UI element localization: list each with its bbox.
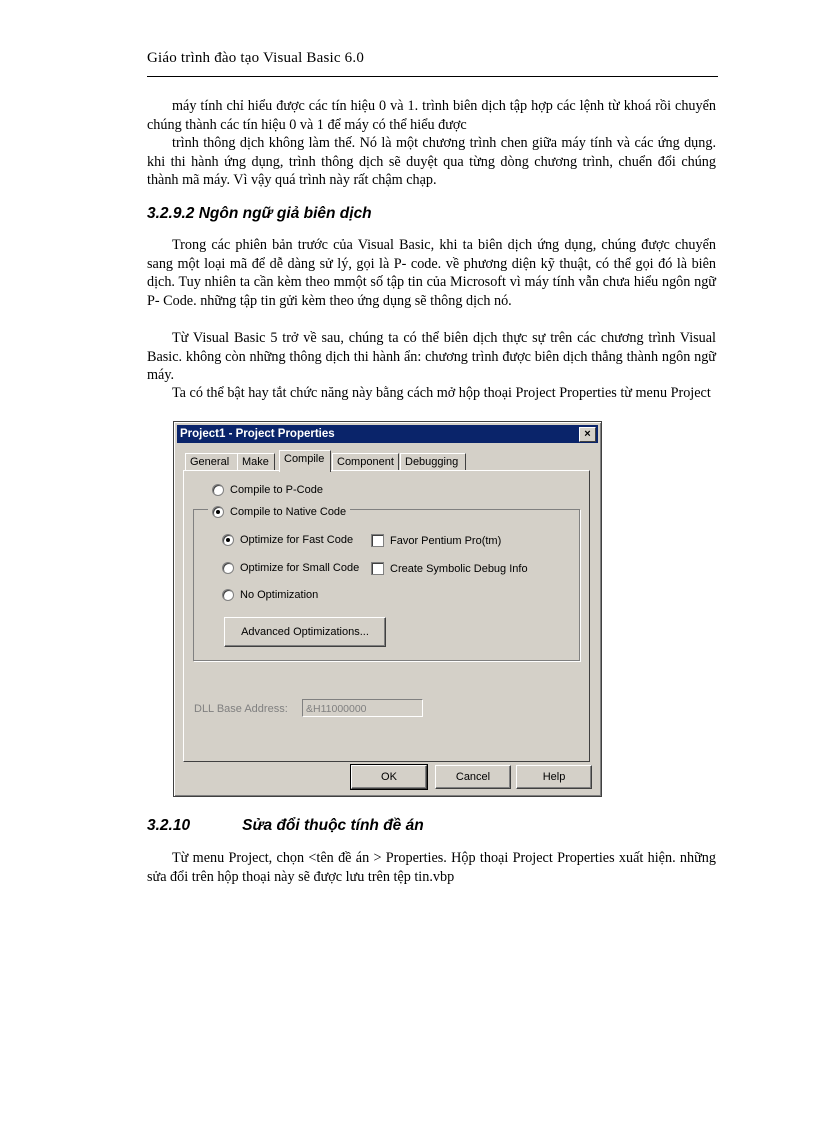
compile-native-radio[interactable] [208,506,350,518]
favor-pentium-checkbox[interactable] [371,534,501,547]
symbolic-debug-checkbox[interactable] [371,562,528,575]
paragraph-4 [147,329,716,385]
radio-off-icon [222,562,234,574]
dialog-title: Project1 - Project Properties [180,428,335,440]
radio-on-icon [222,534,234,546]
ok-button[interactable]: OK [351,765,427,789]
dll-base-address-input[interactable]: &H11000000 [302,699,423,717]
tab-debugging[interactable]: Debugging [400,453,466,471]
optimize-small-label: Optimize for Small Code [240,562,360,574]
tab-general[interactable]: General [185,453,238,471]
paragraph-3-text: Trong các phiên bản trước của Visual Basic, khi ta biên dịch ứng dụng, chúng được chuyển sang một loại mã để dễ dàng sử lý, gọi là P- code. về phương diện kỹ thuật, có thể gọi đó là biên dịch. Tuy nhiên ta cần kèm theo mmột số tập tin của Microsoft vì máy tính vẫn chưa hiểu ngôn ngữ P- Code. những tập tin gửi kèm theo ứng dụng sẽ thông dịch nó. [147,237,716,309]
checkbox-icon [371,562,384,575]
paragraph-5-text: Ta có thể bật hay tắt chức năng này bằng cách mở hộp thoại Project Properties từ menu Project [172,385,711,401]
paragraph-2 [147,134,716,190]
tab-component[interactable]: Component [332,453,399,471]
paragraph-1 [147,97,716,134]
checkbox-icon [371,534,384,547]
compile-native-label: Compile to Native Code [230,506,347,518]
radio-off-icon [212,484,224,496]
paragraph-6 [147,849,716,886]
page-header: Giáo trình đào tạo Visual Basic 6.0 [147,50,365,66]
dialog-titlebar [177,425,598,443]
heading-3-2-10 [147,817,424,835]
tab-make[interactable]: Make [237,453,275,471]
tab-compile[interactable]: Compile [279,450,331,472]
no-optimization-radio[interactable] [222,589,318,601]
optimize-small-radio[interactable] [222,562,359,574]
project-properties-dialog [173,421,602,797]
heading-number: 3.2.10 [147,817,191,834]
compile-pcode-radio[interactable] [212,484,323,496]
paragraph-2-text: trình thông dịch không làm thế. Nó là một chương trình chen giữa máy tính và các ứng dụng. khi thi hành ứng dụng, trình thông dịch sẽ duyệt qua từng dòng chương trình, chuển đổi chúng thành mã máy. Vì vậy quá trình này rất chậm chạp. [147,135,716,188]
heading-text: Sửa đổi thuộc tính đề án [242,817,424,834]
advanced-optimizations-button[interactable]: Advanced Optimizations... [224,617,386,647]
close-icon[interactable]: × [579,427,596,442]
help-button[interactable]: Help [516,765,592,789]
paragraph-4-text: Từ Visual Basic 5 trở về sau, chúng ta có thể biên dịch thực sự trên các chương trình Visual Basic. không còn những thông dịch thi hành ẩn: chương trình được biên dịch thẳng thành ngôn ngữ máy. [147,330,716,383]
radio-off-icon [222,589,234,601]
radio-on-icon [212,506,224,518]
paragraph-6-text: Từ menu Project, chọn <tên đề án > Properties. Hộp thoại Project Properties xuất hiện. những sửa đổi trên hộp thoại này sẽ được lưu trên tệp tin.vbp [147,850,716,885]
cancel-button[interactable]: Cancel [435,765,511,789]
symbolic-debug-label: Create Symbolic Debug Info [390,562,528,575]
optimize-fast-label: Optimize for Fast Code [240,534,354,546]
favor-pentium-label: Favor Pentium Pro(tm) [390,534,502,547]
heading-3-2-9-2: 3.2.9.2 Ngôn ngữ giả biên dịch [147,205,372,222]
paragraph-5 [147,384,716,403]
paragraph-3 [147,236,716,310]
dll-base-address-label: DLL Base Address: [194,703,288,715]
header-divider [147,76,718,77]
no-optimization-label: No Optimization [240,589,319,601]
optimize-fast-radio[interactable] [222,534,353,546]
paragraph-1-text: máy tính chỉ hiểu được các tín hiệu 0 và 1. trình biên dịch tập hợp các lệnh từ khoá rồi chuyển chúng thành các tín hiệu 0 và 1 để máy có thể hiểu được [147,98,716,133]
compile-pcode-label: Compile to P-Code [230,484,323,496]
